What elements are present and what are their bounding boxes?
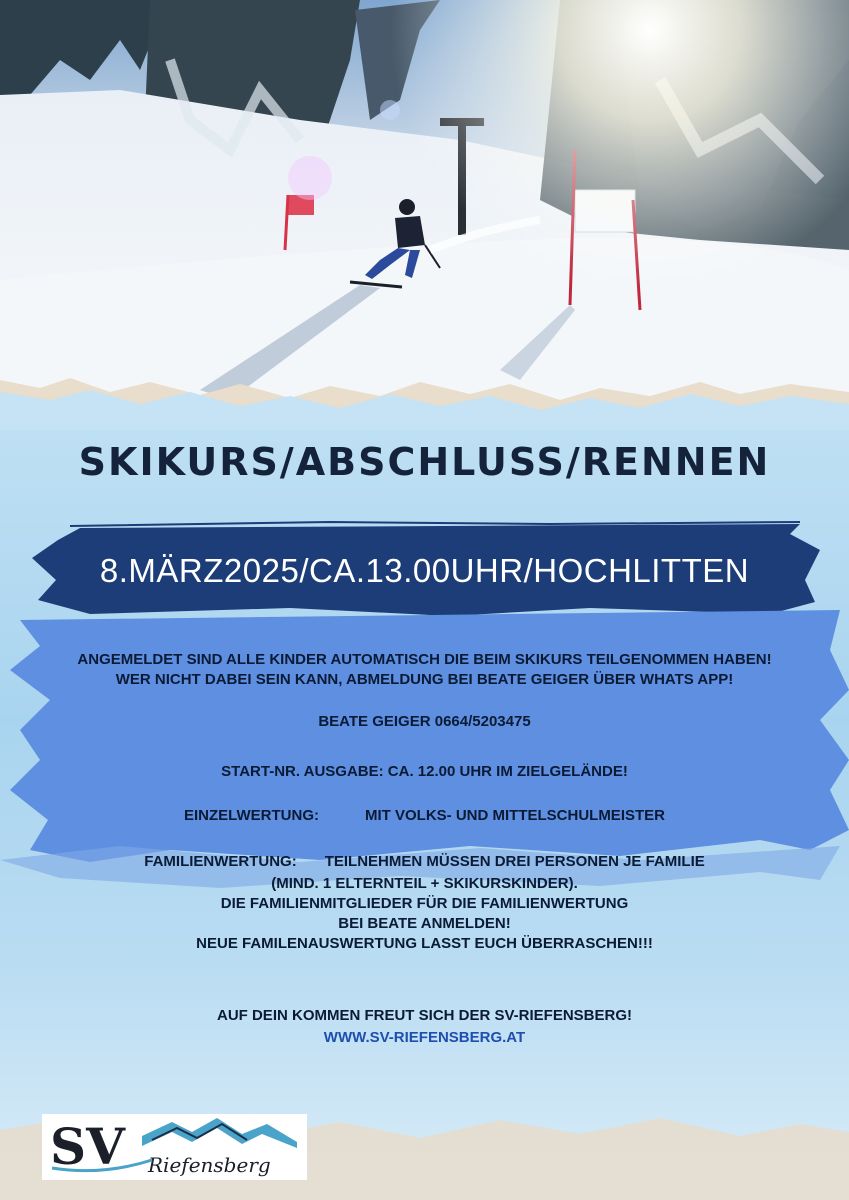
family-line-5: NEUE FAMILENAUSWERTUNG LASST EUCH ÜBERRASCHEN!!! xyxy=(196,935,653,952)
website-link[interactable]: WWW.SV-RIEFENSBERG.AT xyxy=(323,1029,526,1046)
familienwertung-line xyxy=(0,852,849,872)
sv-riefensberg-logo xyxy=(42,1114,307,1180)
einzelwertung-line xyxy=(0,806,849,826)
ski-race-photo xyxy=(0,0,849,410)
event-title: SKIKURS/ABSCHLUSS/RENNEN xyxy=(78,440,771,484)
logo-riefensberg-text: Riefensberg xyxy=(148,1153,271,1177)
date-time-location: 8.MÄRZ2025/CA.13.00UHR/HOCHLITTEN xyxy=(99,552,750,589)
info-line-registered: ANGEMELDET SIND ALLE KINDER AUTOMATISCH DIE BEIM SKIKURS TEILGENOMMEN HABEN! xyxy=(77,651,772,668)
start-number-line: START-NR. AUSGABE: CA. 12.00 UHR IM ZIELGELÄNDE! xyxy=(221,763,628,780)
einzelwertung-value: MIT VOLKS- UND MITTELSCHULMEISTER xyxy=(365,807,665,824)
contact-line: BEATE GEIGER 0664/5203475 xyxy=(318,713,531,730)
family-line-4: BEI BEATE ANMELDEN! xyxy=(338,915,511,932)
torn-paper-edge xyxy=(0,370,849,430)
info-line-deregister: WER NICHT DABEI SEIN KANN, ABMELDUNG BEI BEATE GEIGER ÜBER WHATS APP! xyxy=(115,671,734,688)
familienwertung-label: FAMILIENWERTUNG: xyxy=(144,853,297,870)
einzelwertung-label: EINZELWERTUNG: xyxy=(184,807,319,824)
family-line-2: (MIND. 1 ELTERNTEIL + SKIKURSKINDER). xyxy=(271,875,578,892)
closing-line: AUF DEIN KOMMEN FREUT SICH DER SV-RIEFENSBERG! xyxy=(216,1007,633,1024)
family-line-3: DIE FAMILIENMITGLIEDER FÜR DIE FAMILIENWERTUNG xyxy=(220,895,629,912)
logo-sv-text: SV xyxy=(50,1117,125,1176)
familienwertung-value: TEILNEHMEN MÜSSEN DREI PERSONEN JE FAMILIE xyxy=(324,853,705,870)
